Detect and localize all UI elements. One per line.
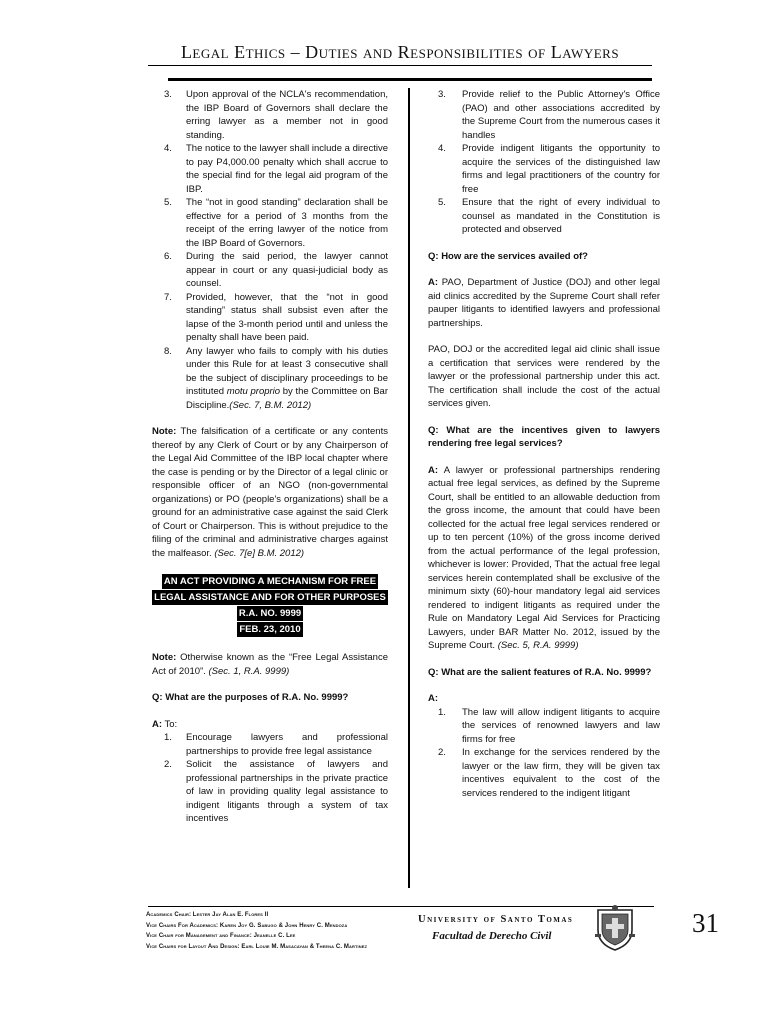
list-item-number: 5. xyxy=(164,197,172,208)
list-item-text: Provide indigent litigants the opportunity to acquire the services of the distinguished law firms and legal practitioners of the country for free xyxy=(462,143,660,195)
banner-line: R.A. NO. 9999 xyxy=(238,608,302,619)
list-item-text: During the said period, the lawyer cannot appear in court or any quasi-judicial body as counsel. xyxy=(186,251,388,289)
university-seal-icon xyxy=(594,904,636,952)
list-item xyxy=(152,291,388,345)
list-item xyxy=(152,142,388,196)
citation: (Sec. 1, R.A. 9999) xyxy=(208,665,290,677)
note-label: Note: xyxy=(152,652,177,663)
footer-credits xyxy=(146,910,416,952)
question-incentives: Q: What are the incentives given to lawyers rendering free legal services? xyxy=(428,424,660,449)
banner-line: FEB. 23, 2010 xyxy=(239,624,301,635)
purposes-list xyxy=(152,731,388,826)
list-item-text: Provided, however, that the “not in good standing” status shall subsist even after the lapse of the 3-month period until and unless the penalty shall have been paid. xyxy=(186,291,388,343)
banner-line: AN ACT PROVIDING A MECHANISM FOR FREE xyxy=(163,576,377,587)
credit-line: Vice Chair for Management and Finance: Jeanelle C. Lee xyxy=(146,933,296,939)
list-item xyxy=(152,731,388,758)
credit-line: Academics Chair: Lester Jay Alan E. Flores II xyxy=(146,912,269,918)
answer-purposes xyxy=(152,718,388,732)
list-item xyxy=(152,250,388,291)
list-item-text: In exchange for the services rendered by the lawyer or the law firm, they will be given tax incentives equivalent to the cost of the services rendered to the indigent litigant xyxy=(462,747,660,799)
header-rule-thin xyxy=(148,65,652,66)
list-item-number: 4. xyxy=(438,143,446,154)
faculty-name: Facultad de Derecho Civil xyxy=(432,930,552,942)
answer-incentives xyxy=(428,464,660,653)
list-item-text xyxy=(186,345,388,413)
act-title-banner xyxy=(152,574,388,638)
list-item-number: 4. xyxy=(164,143,172,154)
citation: (Sec. 5, R.A. 9999) xyxy=(497,640,579,651)
answer-label: A: xyxy=(152,718,163,730)
list-item-text: Ensure that the right of every individual to counsel as mandated in the Constitution is protected and observed xyxy=(462,197,660,235)
list-item xyxy=(428,706,660,747)
list-item-number: 8. xyxy=(164,345,172,357)
note-falsification xyxy=(152,425,388,560)
item8-italic: motu proprio xyxy=(226,386,281,397)
right-column xyxy=(428,88,660,800)
list-item-text: The notice to the lawyer shall include a directive to pay P4,000.00 penalty which shall accrue to the special find for the legal aid program of the IBP. xyxy=(186,143,388,195)
credit-line: Vice Chairs for Layout And Design: Earl Louie M. Masacayan & Theena C. Martinez xyxy=(146,943,368,950)
left-numbered-list xyxy=(152,88,388,412)
question-salient-features: Q: What are the salient features of R.A. No. 9999? xyxy=(428,666,652,678)
citation: (Sec. 7, B.M. 2012) xyxy=(229,399,312,411)
list-item-number: 7. xyxy=(164,291,172,303)
credit-line: Vice Chairs For Academics: Karen Joy G. Sabugo & John Henry C. Mendoza xyxy=(146,922,348,929)
question-availment: Q: How are the services availed of? xyxy=(428,250,588,262)
footer-rule xyxy=(148,906,654,907)
note-text: The falsification of a certificate or any contents thereof by any Clerk of Court or by any Chairperson of the Legal Aid Committee of the IBP local chapter where the case is pending or by the Director of a legal clinic or responsible officer of an NGO (non-governmental organizations) or PO (people's organizations) shall be a ground for an administrative case against the said Clerk of Court or Chairperson. This is without prejudice to the filing of the criminal and administrative charges against the malfeasor. xyxy=(152,426,388,559)
answer-label: A: xyxy=(428,693,439,704)
list-item-text: Encourage lawyers and professional partnerships to provide free legal assistance xyxy=(186,732,388,757)
list-item-number: 6. xyxy=(164,251,172,262)
list-item-text: Upon approval of the NCLA's recommendation, the IBP Board of Governors shall declare the erring lawyer as a member not in good standing. xyxy=(186,89,388,141)
right-numbered-list xyxy=(428,88,660,237)
answer-intro: To: xyxy=(162,718,178,730)
item8-text-a: Any lawyer who fails to comply with his duties under this Rule for at least 3 consecutive shall be the subject of disciplinary proceedings to be instituted xyxy=(186,345,388,397)
answer-text: A lawyer or professional partnerships rendering actual free legal services, as defined by the Supreme Court, shall be entitled to an allowable deduction from the gross income, the amount that could have been collected for the actual free legal services rendered or up to ten percent (10%) of the gross income derived from the actual performance of the legal profession, whichever is lower: Provided, That the actual free legal services herein contemplated shall be exclusive of the minimum sixty (60)-hour mandatory legal aid services rendered to indigent litigants as required under the Rule on Mandatory Legal Aid Services for Practicing Lawyers, under BAR Matter No. 2012, issued by the Supreme Court. xyxy=(428,464,660,651)
answer-text: PAO, Department of Justice (DOJ) and other legal aid clinics accredited by the Supreme Court shall refer pauper litigants to identified lawyers and professional partnerships. xyxy=(428,277,660,329)
answer-availment xyxy=(428,276,660,330)
list-item xyxy=(152,345,388,413)
list-item xyxy=(428,196,660,237)
list-item xyxy=(152,758,388,826)
list-item-number: 2. xyxy=(438,747,446,758)
column-divider xyxy=(408,88,410,888)
list-item xyxy=(428,142,660,196)
list-item xyxy=(152,88,388,142)
list-item xyxy=(152,196,388,250)
banner-line: LEGAL ASSISTANCE AND FOR OTHER PURPOSES xyxy=(154,592,386,603)
answer-label: A: xyxy=(428,464,439,476)
note-act-name xyxy=(152,651,388,678)
question-purposes: Q: What are the purposes of R.A. No. 9999? xyxy=(152,692,349,703)
header-rule-thick xyxy=(168,78,652,81)
university-name: University of Santo Tomas xyxy=(418,914,574,925)
list-item xyxy=(428,746,660,800)
features-list xyxy=(428,706,660,801)
list-item-number: 2. xyxy=(164,759,172,770)
list-item-number: 3. xyxy=(164,89,172,100)
list-item xyxy=(428,88,660,142)
note-text: Otherwise known as the “Free Legal Assistance Act of 2010”. xyxy=(152,652,388,677)
citation: (Sec. 7[e] B.M. 2012) xyxy=(214,547,305,559)
note-label: Note: xyxy=(152,426,177,437)
left-column xyxy=(152,88,388,826)
page-header-title: Legal Ethics – Duties and Responsibilities of Lawyers xyxy=(180,42,620,62)
list-item-number: 1. xyxy=(438,706,446,718)
list-item-number: 3. xyxy=(438,89,446,100)
list-item-number: 1. xyxy=(164,732,172,743)
list-item-text: The law will allow indigent litigants to acquire the services of renowned lawyers and law firms for free xyxy=(462,706,660,745)
list-item-text: Solicit the assistance of lawyers and professional partnerships in the private practice of law in providing quality legal assistance to indigent litigants through a system of tax incentives xyxy=(186,759,388,824)
list-item-text: Provide relief to the Public Attorney's Office (PAO) and other associations accredited by the Supreme Court from the numerous cases it handles xyxy=(462,89,660,141)
answer-certification: PAO, DOJ or the accredited legal aid clinic shall issue a certification that services were rendered by the lawyer or the professional partnership under this act. The certification shall include the cost of the actual services given. xyxy=(428,344,660,409)
list-item-number: 5. xyxy=(438,197,446,208)
list-item-text: The “not in good standing” declaration shall be effective for a period of 3 months from the receipt of the erring lawyer of the notice from the IBP Board of Governors. xyxy=(186,197,388,249)
answer-label: A: xyxy=(428,277,439,288)
item8-text-b: by the Committee on Bar Discipline. xyxy=(186,386,388,411)
page-number: 31 xyxy=(692,908,719,938)
